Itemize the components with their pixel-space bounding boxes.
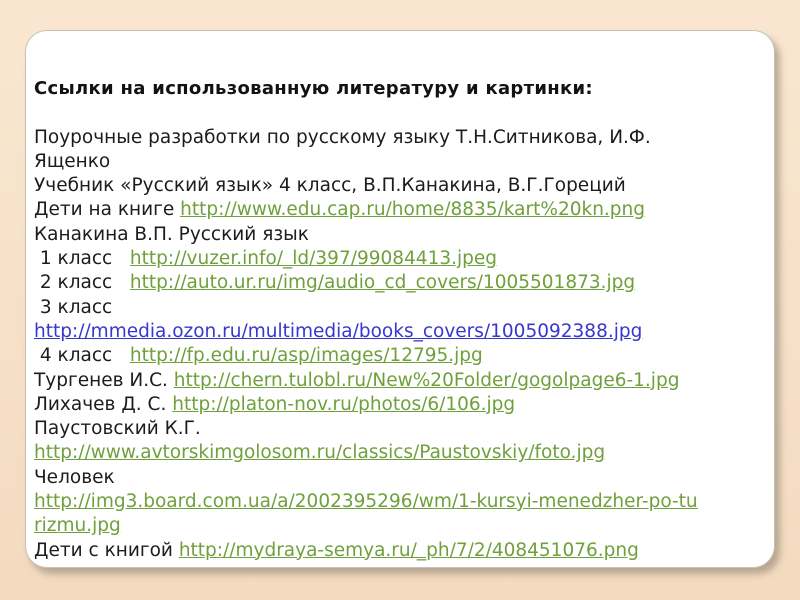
reference-text: Дети с книгой [34, 539, 179, 561]
reference-link[interactable]: http://mmedia.ozon.ru/multimedia/books_covers/1005092388.jpg [34, 320, 643, 342]
reference-line [34, 490, 766, 514]
reference-line [34, 271, 766, 295]
reference-link[interactable]: http://img3.board.com.ua/a/2002395296/wm/1-kursyi-menedzher-po-tu [34, 491, 698, 513]
reference-text: 2 класс [34, 272, 130, 294]
reference-line [34, 296, 766, 320]
reference-text: Лихачев Д. С. [34, 393, 173, 415]
reference-link[interactable]: http://www.edu.cap.ru/home/8835/kart%20kn.png [180, 199, 646, 221]
reference-lines [34, 126, 766, 563]
reference-text: Учебник «Русский язык» 4 класс, В.П.Канакина, В.Г.Гореций [34, 175, 626, 197]
reference-link[interactable]: http://www.avtorskimgolosom.ru/classics/Paustovskiy/foto.jpg [34, 442, 606, 464]
reference-text: 4 класс [34, 345, 130, 367]
reference-line [34, 417, 766, 441]
reference-text: Паустовский К.Г. [34, 418, 201, 440]
reference-line [34, 198, 766, 222]
reference-link[interactable]: http://vuzer.info/_ld/397/99084413.jpeg [129, 248, 497, 270]
reference-link[interactable]: http://platon-nov.ru/photos/6/106.jpg [172, 393, 516, 415]
reference-link[interactable]: http://auto.ur.ru/img/audio_cd_covers/1005501873.jpg [129, 272, 636, 294]
reference-text: 1 класс [34, 248, 130, 270]
reference-line [34, 393, 766, 417]
reference-line [34, 466, 766, 490]
reference-link[interactable]: http://mydraya-semya.ru/_ph/7/2/408451076.png [178, 539, 639, 561]
reference-text: 3 класс [34, 296, 113, 318]
reference-line [34, 320, 766, 344]
reference-line [34, 514, 766, 538]
reference-line [34, 344, 766, 368]
reference-link[interactable]: http://chern.tulobl.ru/New%20Folder/gogolpage6-1.jpg [173, 369, 680, 391]
reference-line [34, 369, 766, 393]
reference-text: Ященко [34, 150, 111, 172]
reference-text: Дети на книге [34, 199, 181, 221]
reference-line [34, 174, 766, 198]
reference-text: Тургенев И.С. [34, 369, 174, 391]
reference-line [34, 126, 766, 150]
reference-link[interactable]: rizmu.jpg [34, 515, 121, 537]
reference-text: Канакина В.П. Русский язык [34, 223, 309, 245]
slide-card [25, 30, 775, 568]
slide-content [26, 31, 774, 563]
reference-line [34, 150, 766, 174]
slide-title: Ссылки на использованную литературу и картинки: [34, 78, 593, 99]
reference-line [34, 539, 766, 563]
reference-line [34, 441, 766, 465]
reference-text: Человек [34, 466, 115, 488]
reference-link[interactable]: http://fp.edu.ru/asp/images/12795.jpg [129, 345, 483, 367]
reference-text: Поурочные разработки по русскому языку Т.Н.Ситникова, И.Ф. [34, 126, 651, 148]
reference-line [34, 247, 766, 271]
reference-line [34, 223, 766, 247]
